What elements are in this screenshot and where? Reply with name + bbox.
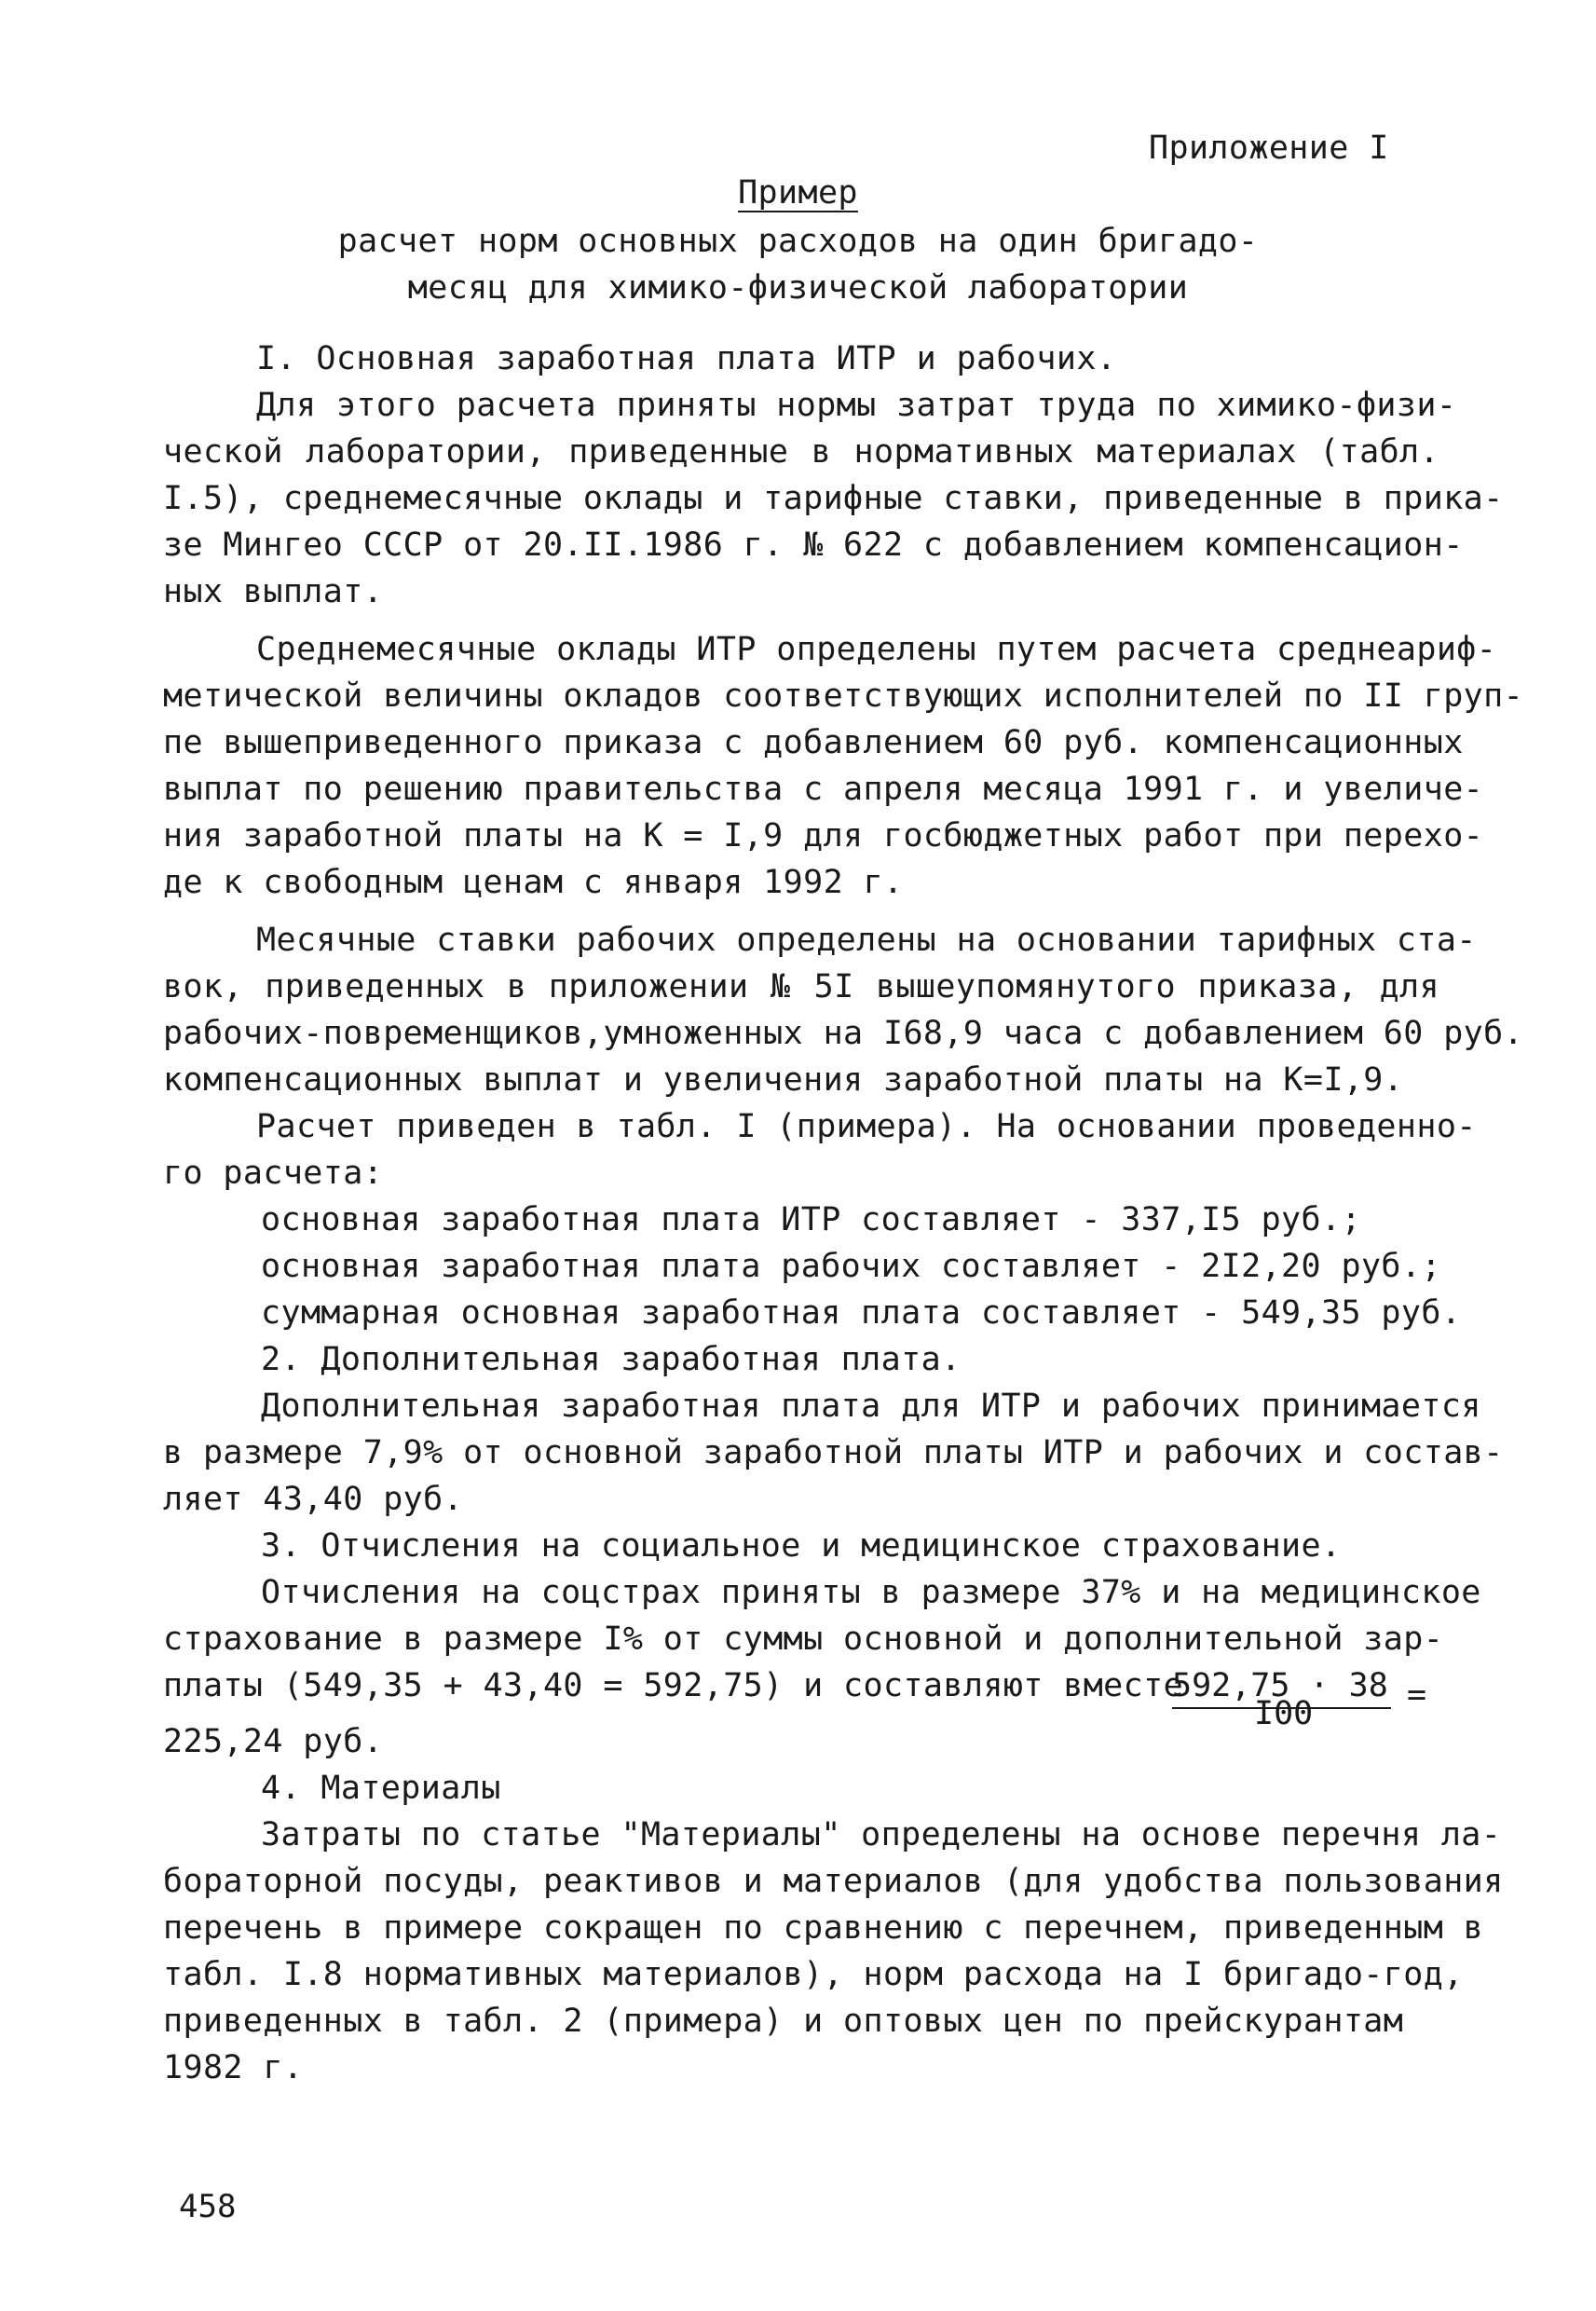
s1-para2-line-2: метической величины окладов соответствующих исполнителей по II груп-	[163, 677, 1524, 715]
page-number: 458	[179, 2188, 237, 2225]
s1-para3-line-1: Месячные ставки рабочих определены на основании тарифных ста-	[256, 922, 1477, 959]
s1-para2-line-5: ния заработной платы на К = I,9 для госбюджетных работ при перехо-	[163, 817, 1484, 855]
page-title: Пример	[738, 174, 858, 212]
subtitle-line-1: расчет норм основных расходов на один бригадо-	[337, 223, 1259, 260]
fraction-numerator: 592,75 · 38	[1172, 1667, 1388, 1704]
s1-para2-line-3: пе вышеприведенного приказа с добавлением 60 руб. компенсационных	[163, 724, 1464, 761]
s2-para-line-2: в размере 7,9% от основной заработной платы ИТР и рабочих и состав-	[163, 1434, 1504, 1471]
s3-para-line-2: страхование в размере I% от суммы основной и дополнительной зар-	[163, 1620, 1444, 1658]
s3-para-line-3: платы (549,35 + 43,40 = 592,75) и составляют вместе	[163, 1667, 1184, 1704]
subtitle-line-2: месяц для химико-физической лаборатории	[407, 269, 1189, 307]
appendix-label: Приложение I	[1149, 130, 1389, 167]
s2-para-line-3: ляет 43,40 руб.	[163, 1481, 464, 1518]
s3-para-line-1: Отчисления на соцстрах приняты в размере 37% и на медицинское	[261, 1574, 1481, 1611]
s1-para3-line-4: компенсационных выплат и увеличения заработной платы на К=I,9.	[163, 1061, 1404, 1099]
section-1-heading: I. Основная заработная плата ИТР и рабочих.	[256, 340, 1117, 377]
s1-para1-line-2: ческой лаборатории, приведенные в нормативных материалах (табл.	[163, 433, 1439, 471]
s1-result-itr: основная заработная плата ИТР составляет - 337,I5 руб.;	[261, 1201, 1361, 1238]
s1-para3-line-2: вок, приведенных в приложении № 5I вышеупомянутого приказа, для	[163, 968, 1439, 1005]
s2-para-line-1: Дополнительная заработная плата для ИТР и рабочих принимается	[261, 1388, 1481, 1425]
s1-result-total: суммарная основная заработная плата составляет - 549,35 руб.	[261, 1294, 1462, 1332]
fraction-equals: =	[1407, 1676, 1427, 1714]
s4-para-line-5: приведенных в табл. 2 (примера) и оптовых цен по прейскурантам	[163, 2003, 1404, 2040]
s4-para-line-6: 1982 г.	[163, 2049, 304, 2086]
s4-para-line-1: Затраты по статье "Материалы" определены на основе перечня ла-	[261, 1816, 1502, 1853]
s1-para1-line-4: зе Мингео СССР от 20.II.1986 г. № 622 с добавлением компенсацион-	[163, 526, 1464, 564]
section-3-heading: 3. Отчисления на социальное и медицинское страхование.	[261, 1527, 1342, 1565]
s1-para4-line-1: Расчет приведен в табл. I (примера). На основании проведенно-	[256, 1108, 1477, 1145]
fraction-denominator: I00	[1254, 1695, 1314, 1732]
s1-para2-line-1: Среднемесячные оклады ИТР определены путем расчета среднеариф-	[256, 631, 1497, 668]
s4-para-line-3: перечень в примере сокращен по сравнению с перечнем, приведенным в	[163, 1909, 1484, 1947]
s1-para2-line-4: выплат по решению правительства с апреля месяца 1991 г. и увеличе-	[163, 771, 1484, 808]
s1-para1-line-5: ных выплат.	[163, 573, 384, 610]
s1-para1-line-3: I.5), среднемесячные оклады и тарифные ставки, приведенные в прика-	[163, 480, 1504, 517]
s4-para-line-4: табл. I.8 нормативных материалов), норм расхода на I бригадо-год,	[163, 1956, 1464, 1993]
s1-para1-line-1: Для этого расчета приняты нормы затрат труда по химико-физи-	[256, 387, 1457, 424]
s1-para4-line-2: го расчета:	[163, 1155, 384, 1192]
s1-para3-line-3: рабочих-повременщиков,умноженных на I68,9 часа с добавлением 60 руб.	[163, 1015, 1524, 1052]
section-4-heading: 4. Материалы	[261, 1770, 501, 1807]
s4-para-line-2: бораторной посуды, реактивов и материалов (для удобства пользования	[163, 1863, 1504, 1900]
s3-result: 225,24 руб.	[163, 1723, 384, 1760]
section-2-heading: 2. Дополнительная заработная плата.	[261, 1341, 962, 1378]
s1-result-workers: основная заработная плата рабочих составляет - 2I2,20 руб.;	[261, 1248, 1441, 1285]
s1-para2-line-6: де к свободным ценам с января 1992 г.	[163, 864, 904, 901]
